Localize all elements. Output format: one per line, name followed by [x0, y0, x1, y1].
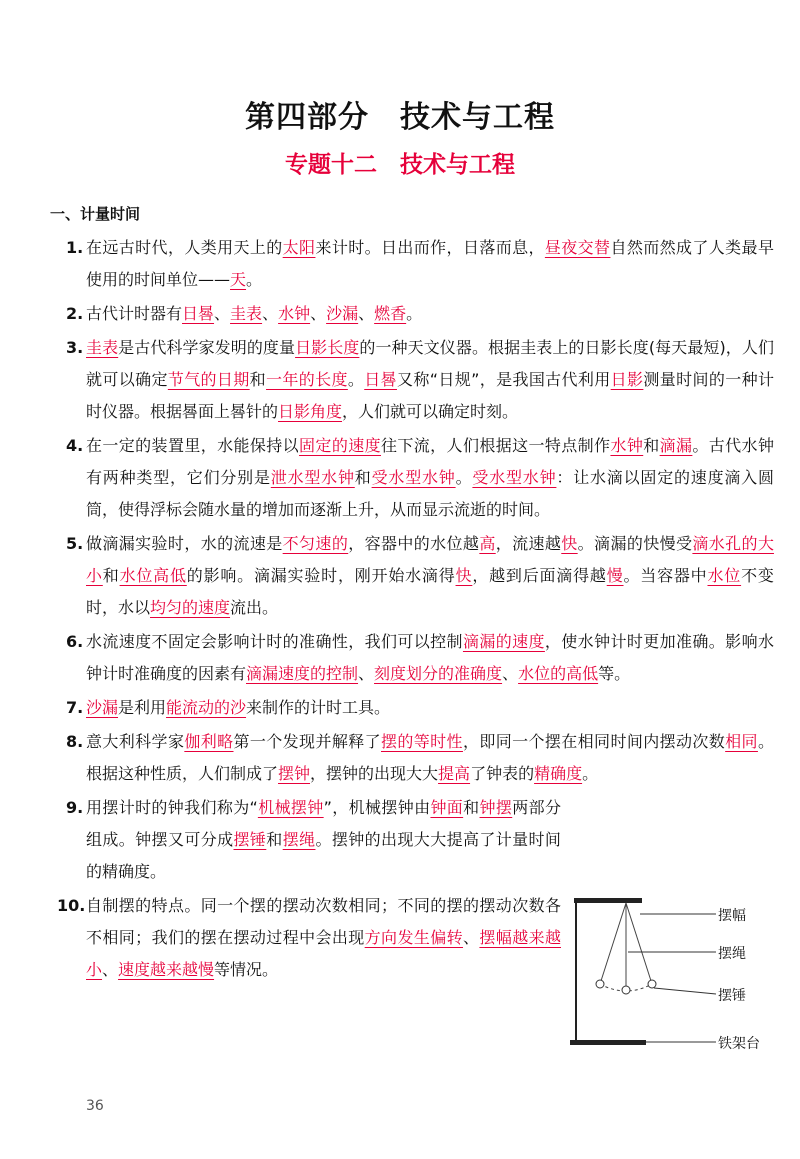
- question-text: 。当容器中: [623, 566, 708, 585]
- answer-text: 摆钟: [278, 764, 311, 783]
- answer-text: 快: [561, 534, 578, 553]
- question-text: ，越到后面滴得越: [472, 566, 607, 585]
- question-item: [66, 726, 774, 790]
- question-text: ，容器中的水位越: [348, 534, 480, 553]
- answer-text: 一年的长度: [266, 370, 348, 389]
- answer-text: 天: [230, 270, 247, 289]
- question-number: 2.: [66, 304, 84, 323]
- question-number: 10.: [57, 896, 86, 915]
- question-number: 3.: [66, 338, 84, 357]
- answer-text: 受水型水钟: [371, 468, 456, 487]
- answer-text: 均匀的速度: [150, 598, 231, 617]
- question-text: 。: [406, 304, 423, 323]
- answer-text: 日影: [610, 370, 644, 389]
- pendulum-figure: [566, 892, 786, 1062]
- question-text: 的影响。滴漏实验时，刚开始水滴得: [186, 566, 456, 585]
- answer-text: 水位的高低: [518, 664, 599, 683]
- pendulum-string-right: [626, 903, 652, 984]
- question-text: 和: [266, 830, 283, 849]
- bob-left: [596, 980, 604, 988]
- answer-text: 日晷: [364, 370, 397, 389]
- stand-base: [570, 1040, 646, 1045]
- question-item: [57, 890, 561, 986]
- question-text: 。摆钟的出现大大提高了计量时间的精确度。: [86, 830, 561, 881]
- answer-text: 伽利略: [184, 732, 234, 751]
- answer-text: 刻度划分的准确度: [374, 664, 503, 683]
- answer-text: 摆锤: [233, 830, 267, 849]
- answer-text: 快: [455, 566, 473, 585]
- question-text: 、: [310, 304, 327, 323]
- question-text: 的一种天文仪器。根据圭表上的日影长度(每天最短)，人们就可以确定: [86, 338, 774, 389]
- question-text: 水流速度不固定会影响计时的准确性，我们可以控制: [86, 632, 463, 651]
- question-text: ，摆钟的出现大大: [310, 764, 439, 783]
- question-text: 和: [643, 436, 660, 455]
- answer-text: 昼夜交替: [544, 238, 611, 257]
- question-text: 第一个发现并解释了: [233, 732, 381, 751]
- question-text: ，人们就可以确定时刻。: [342, 402, 519, 421]
- question-text: ：让水滴以固定的速度滴入圆筒，使得浮标会随水量的增加而逐渐上升，从而显示流逝的时间。: [86, 468, 774, 519]
- question-item: [66, 528, 774, 624]
- question-item: [66, 232, 774, 296]
- answer-text: 钟摆: [479, 798, 513, 817]
- question-number: 9.: [66, 798, 84, 817]
- question-text: 。: [347, 370, 365, 389]
- answer-text: 提高: [438, 764, 471, 783]
- question-text: 、: [358, 664, 375, 683]
- answer-text: 高: [479, 534, 496, 553]
- answer-text: 摆绳: [282, 830, 316, 849]
- question-text: 等情况。: [214, 960, 279, 979]
- question-text: 、: [214, 304, 231, 323]
- answer-text: 日影长度: [295, 338, 360, 357]
- answer-text: 滴漏的速度: [462, 632, 545, 651]
- question-text: 是利用: [118, 698, 167, 717]
- answer-text: 日晷: [182, 304, 215, 323]
- question-text: 了钟表的: [470, 764, 535, 783]
- answer-text: 节气的日期: [167, 370, 250, 389]
- question-number: 4.: [66, 436, 84, 455]
- question-text: 。滴漏的快慢受: [577, 534, 693, 553]
- answer-text: 水位高低: [119, 566, 187, 585]
- label-swing-amplitude: 摆幅: [718, 908, 746, 924]
- question-text: 往下流，人们根据这一特点制作: [381, 436, 611, 455]
- question-text: 。: [582, 764, 599, 783]
- question-text: 来制作的计时工具。: [246, 698, 391, 717]
- question-list: [57, 232, 774, 988]
- question-text: 和: [463, 798, 480, 817]
- answer-text: 方向发生偏转: [364, 928, 464, 947]
- answer-text: 精确度: [534, 764, 583, 783]
- leader-bob: [654, 988, 716, 994]
- question-number: 5.: [66, 534, 84, 553]
- question-text: 流出。: [230, 598, 279, 617]
- label-string: 摆绳: [718, 946, 746, 962]
- stand-top-bar: [574, 898, 642, 903]
- answer-text: 不匀速的: [282, 534, 349, 553]
- pendulum-string-left: [600, 903, 626, 984]
- question-number: 7.: [66, 698, 84, 717]
- question-number: 1.: [66, 238, 84, 257]
- question-text: 和: [354, 468, 372, 487]
- part-title: 第四部分 技术与工程: [245, 100, 555, 135]
- question-text: 做滴漏实验时，水的流速是: [86, 534, 283, 553]
- answer-text: 泄水型水钟: [270, 468, 355, 487]
- question-text: 意大利科学家: [86, 732, 185, 751]
- question-text: 、: [502, 664, 519, 683]
- answer-text: 受水型水钟: [472, 468, 557, 487]
- question-text: 自然而然成了人类最早使用的时间单位——: [86, 238, 774, 289]
- answer-text: 摆幅越来越小: [86, 928, 561, 979]
- answer-text: 沙漏: [326, 304, 359, 323]
- answer-text: 太阳: [282, 238, 316, 257]
- question-text: 。古代水钟有两种类型，它们分别是: [86, 436, 774, 487]
- answer-text: 水钟: [610, 436, 644, 455]
- label-stand: 铁架台: [718, 1036, 760, 1052]
- answer-text: 燃香: [374, 304, 407, 323]
- answer-text: 水位: [707, 566, 742, 585]
- label-bob: 摆锤: [718, 988, 746, 1004]
- question-text: 不变时，水以: [86, 566, 774, 617]
- question-number: 8.: [66, 732, 84, 751]
- answer-text: 钟面: [430, 798, 464, 817]
- question-item: [66, 792, 561, 888]
- question-item: [66, 298, 774, 330]
- question-text: 。: [455, 468, 473, 487]
- question-text: 古代计时器有: [86, 304, 183, 323]
- question-text: 自制摆的特点。同一个摆的摆动次数相同；不同的摆的摆动次数各不相同；我们的摆在摆动过程中会出现: [86, 896, 561, 947]
- answer-text: 机械摆钟: [257, 798, 324, 817]
- bob-center: [622, 986, 630, 994]
- question-text: 来计时。日出而作，日落而息，: [315, 238, 545, 257]
- question-text: 在一定的装置里，水能保持以: [86, 436, 300, 455]
- question-text: 两部分组成。钟摆又可分成: [86, 798, 561, 849]
- question-text: 。根据这种性质，人们制成了: [86, 732, 774, 783]
- answer-text: 圭表: [230, 304, 263, 323]
- question-text: 和: [249, 370, 267, 389]
- answer-text: 速度越来越慢: [118, 960, 215, 979]
- answer-text: 慢: [606, 566, 624, 585]
- answer-text: 日影角度: [278, 402, 343, 421]
- answer-text: 相同: [725, 732, 758, 751]
- answer-text: 滴漏: [659, 436, 693, 455]
- bob-right: [648, 980, 656, 988]
- question-text: ，即同一个摆在相同时间内摆动次数: [462, 732, 726, 751]
- answer-text: 沙漏: [86, 698, 119, 717]
- question-item: [66, 692, 774, 724]
- section-title: 一、计量时间: [50, 205, 141, 223]
- question-text: 和: [102, 566, 120, 585]
- question-text: 又称“日规”，是我国古代利用: [396, 370, 611, 389]
- topic-title: 专题十二 技术与工程: [285, 152, 515, 178]
- question-item: [66, 430, 774, 526]
- answer-text: 能流动的沙: [166, 698, 247, 717]
- question-text: 等。: [598, 664, 631, 683]
- answer-text: 滴水孔的大小: [86, 534, 774, 585]
- question-text: 、: [102, 960, 119, 979]
- question-text: 测量时间的一种计时仪器。根据晷面上晷针的: [86, 370, 774, 421]
- question-text: 、: [463, 928, 480, 947]
- question-number: 6.: [66, 632, 84, 651]
- answer-text: 摆的等时性: [381, 732, 463, 751]
- answer-text: 滴漏速度的控制: [246, 664, 359, 683]
- answer-text: 固定的速度: [299, 436, 381, 455]
- question-text: 在远古时代，人类用天上的: [86, 238, 283, 257]
- question-text: 、: [358, 304, 375, 323]
- question-text: 是古代科学家发明的度量: [118, 338, 296, 357]
- question-item: [66, 626, 774, 690]
- question-text: ”，机械摆钟由: [323, 798, 431, 817]
- question-text: 用摆计时的钟我们称为“: [86, 798, 258, 817]
- question-text: 、: [262, 304, 279, 323]
- question-text: 。: [246, 270, 263, 289]
- question-item: [66, 332, 774, 428]
- page-number: 36: [86, 1098, 104, 1114]
- answer-text: 水钟: [278, 304, 311, 323]
- question-text: ，使水钟计时更加准确。影响水钟计时准确度的因素有: [86, 632, 774, 683]
- question-text: ，流速越: [495, 534, 562, 553]
- answer-text: 圭表: [86, 338, 119, 357]
